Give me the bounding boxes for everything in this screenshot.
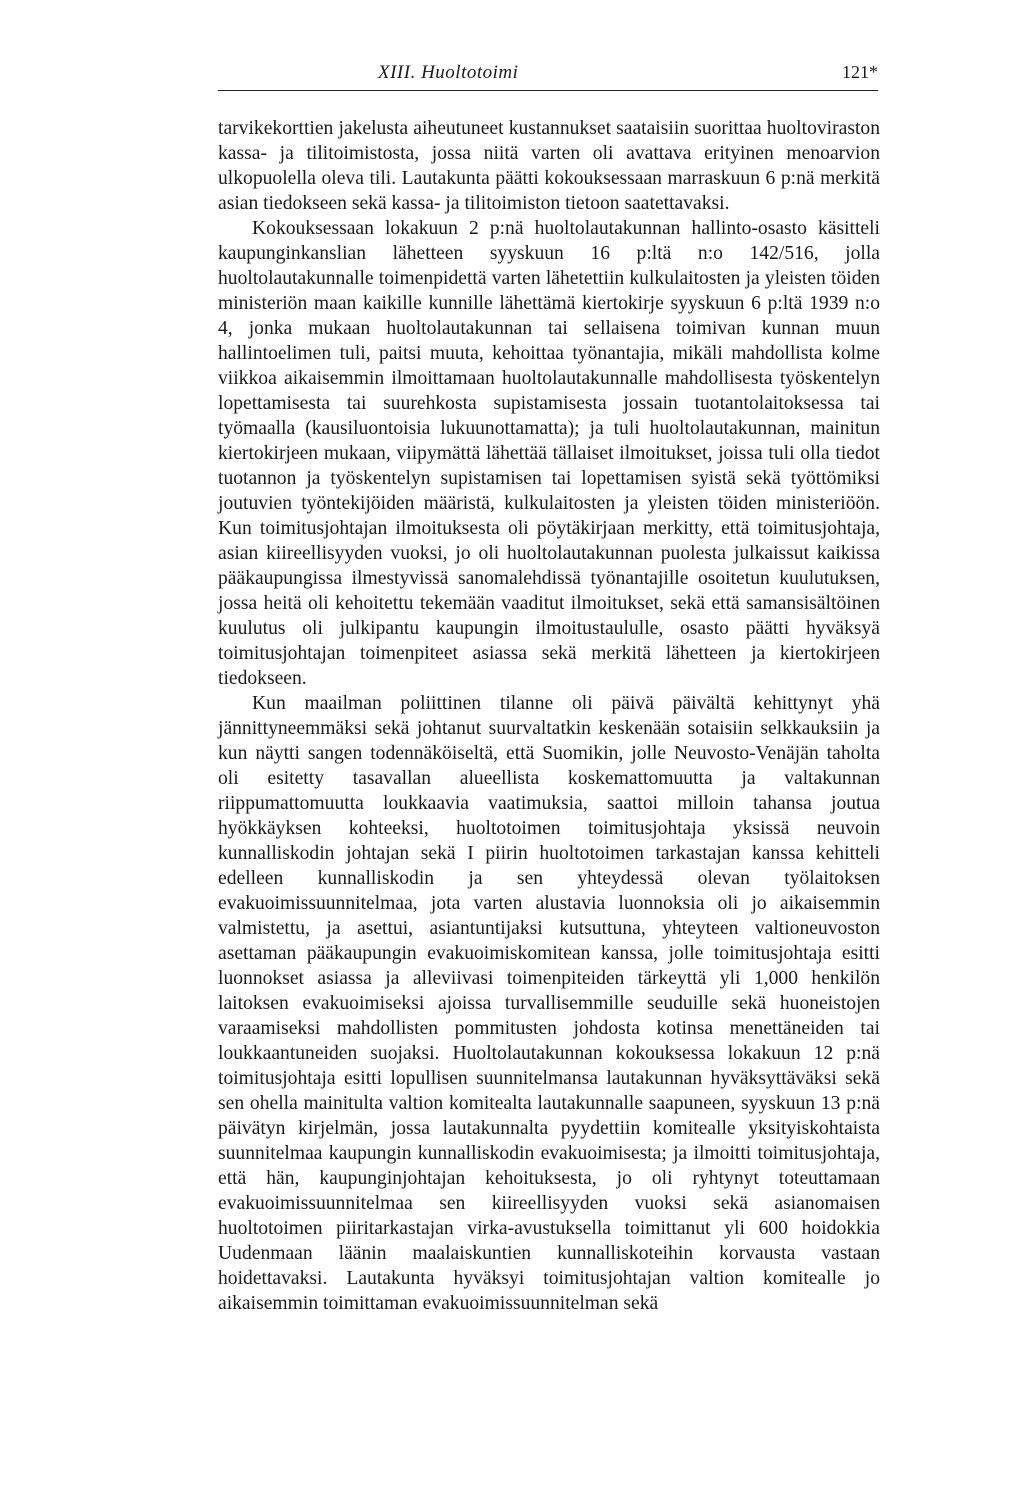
paragraph-1: tarvikekorttien jakelusta aiheutuneet kustannukset saataisiin suorittaa huoltoviraston kassa- ja tilitoimistosta, jossa niitä varten oli avattava erityinen menoarvion ulkopuolella oleva tili. Lautakunta päätti kokouksessaan marraskuun 6 p:nä merkitä asian tiedokseen sekä kassa- ja tilitoimiston tietoon saatettavaksi. [218,118,880,214]
paragraph-2: Kokouksessaan lokakuun 2 p:nä huoltolautakunnan hallinto-osasto käsitteli kaupunginkanslian lähetteen syyskuun 16 p:ltä n:o 142/516, jolla huoltolautakunnalle toimenpidettä varten lähetettiin kulkulaitosten ja yleisten töiden ministeriön maan kaikille kunnille lähettämä kiertokirje syyskuun 6 p:ltä 1939 n:o 4, jonka mukaan huoltolautakunnan tai sellaisena toimivan kunnan muun hallintoelimen tuli, paitsi muuta, kehoittaa työnantajia, mikäli mahdollista kolme viikkoa aikaisemmin ilmoittamaan huoltolautakunnalle mahdollisesta työskentelyn lopettamisesta tai suurehkosta supistamisesta jossain tuotantolaitoksessa tai työmaalla (kausiluontoisia lukuunottamatta); ja tuli huoltolautakunnan, mainitun kiertokirjeen mukaan, viipymättä lähettää tällaiset ilmoitukset, joissa tuli olla tiedot tuotannon ja työskentelyn supistamisen tai lopettamisen syistä sekä työttömiksi joutuvien työntekijöiden määristä, kulkulaitosten ja yleisten töiden ministeriöön. Kun toimitusjohtajan ilmoituksesta oli pöytäkirjaan merkitty, että toimitusjohtaja, asian kiireellisyyden vuoksi, jo oli huoltolautakunnan puolesta julkaissut kaikissa pääkaupungissa ilmestyvissä sanomalehdissä työnantajille osoitetun kuulutuksen, jossa heitä oli kehoitettu tekemään vaaditut ilmoitukset, sekä että samansisältöinen kuulutus oli julkipantu kaupungin ilmoitustaululle, osasto päätti hyväksyä toimitusjohtajan toimenpiteet asiassa sekä merkitä lähetteen ja kiertokirjeen tiedokseen. [218,218,880,689]
page-number: 121* [842,62,878,82]
page-header [218,62,878,91]
paragraph-3: Kun maailman poliittinen tilanne oli päivä päivältä kehittynyt yhä jännittyneemmäksi sekä johtanut suurvaltatkin keskenään sotaisiin selkkauksiin ja kun näytti sangen todennäköiseltä, että Suomikin, jolle Neuvosto-Venäjän taholta oli esitetty tasavallan alueellista koskemattomuutta ja valtakunnan riippumattomuutta loukkaavia vaatimuksia, saattoi milloin tahansa joutua hyökkäyksen kohteeksi, huoltotoimen toimitusjohtaja yksissä neuvoin kunnalliskodin johtajan sekä I piirin huoltotoimen tarkastajan kanssa kehitteli edelleen kunnalliskodin ja sen yhteydessä olevan työlaitoksen evakuoimissuunnitelmaa, jota varten alustavia luonnoksia oli jo aikaisemmin valmistettu, ja asettui, asiantuntijaksi kutsuttuna, yhteyteen valtioneuvoston asettaman pääkaupungin evakuoimiskomitean kanssa, jolle toimitusjohtaja esitti luonnokset asiassa ja alleviivasi toimenpiteiden tärkeyttä yli 1,000 henkilön laitoksen evakuoimiseksi ajoissa turvallisemmille seuduille sekä huoneistojen varaamiseksi mahdollisten pommitusten johdosta kotinsa menettäneiden tai loukkaantuneiden suojaksi. Huoltolautakunnan kokouksessa lokakuun 12 p:nä toimitusjohtaja esitti lopullisen suunnitelmansa lautakunnan hyväksyttäväksi sekä sen ohella mainitulta valtion komitealta lautakunnalle saapuneen, syyskuun 13 p:nä päivätyn kirjelmän, jossa lautakunnalta pyydettiin komitealle yksityiskohtaista suunnitelmaa kaupungin kunnalliskodin evakuoimisesta; ja ilmoitti toimitusjohtaja, että hän, kaupunginjohtajan kehoituksesta, jo oli ryhtynyt toteuttamaan evakuoimissuunnitelmaa sen kiireellisyyden vuoksi sekä asianomaisen huoltotoimen piiritarkastajan virka-avustuksella toimittanut yli 600 hoidokkia Uudenmaan läänin maalaiskuntien kunnalliskoteihin korvausta vastaan hoidettavaksi. Lautakunta hyväksyi toimitusjohtajan valtion komitealle jo aikaisemmin toimittaman evakuoimissuunnitelman sekä [218,693,880,1314]
running-head: XIII. Huoltotoimi [378,62,519,83]
body-text [218,116,880,1316]
